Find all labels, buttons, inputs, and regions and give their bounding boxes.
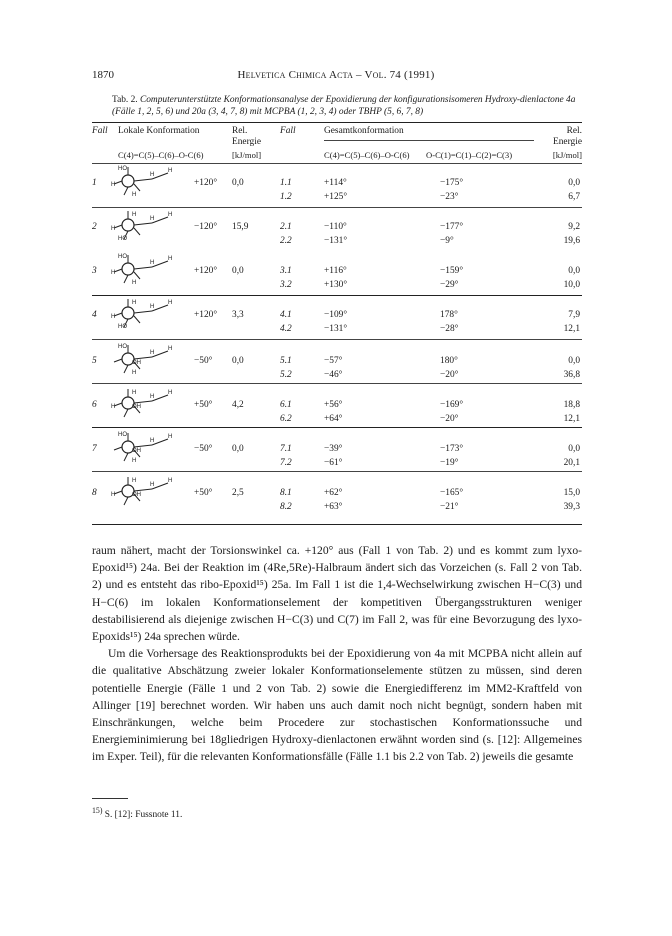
structure-drawing: [110, 430, 182, 464]
global-rel-energy: 12,1: [563, 324, 580, 334]
local-torsion-angle: +120°: [194, 178, 218, 188]
row-divider: [92, 383, 582, 384]
svg-text:H: H: [150, 172, 155, 178]
torsion-o-c3: −177°: [440, 222, 464, 232]
torsion-c4-c6: −57°: [324, 356, 343, 366]
local-rel-energy: 4,2: [232, 400, 244, 410]
torsion-o-c3: −175°: [440, 178, 464, 188]
newman-projection-icon: [110, 296, 182, 330]
svg-text:H: H: [150, 216, 155, 222]
footnote-mark: 15): [92, 806, 103, 815]
fall-number: 2: [92, 222, 97, 232]
row-divider: [92, 207, 582, 208]
svg-text:H: H: [150, 482, 155, 488]
table-top-rule: [92, 122, 582, 123]
torsion-c4-c6: −109°: [324, 310, 348, 320]
body-text: [92, 542, 582, 766]
subcase-id: 3.2: [280, 280, 292, 290]
global-rel-energy: 0,0: [568, 178, 580, 188]
torsion-o-c3: −9°: [440, 236, 454, 246]
structure-drawing: [110, 164, 182, 198]
svg-text:HO: HO: [118, 324, 127, 330]
fall-number: 7: [92, 444, 97, 454]
newman-projection-icon: [110, 430, 182, 464]
col-rel-left: Rel.: [232, 126, 248, 136]
subcase-id: 8.2: [280, 502, 292, 512]
torsion-o-c3: −29°: [440, 280, 459, 290]
local-torsion-angle: −120°: [194, 222, 218, 232]
torsion-o-c3: −21°: [440, 502, 459, 512]
svg-text:H: H: [111, 404, 116, 410]
torsion-o-c3: −20°: [440, 370, 459, 380]
structure-drawing: [110, 296, 182, 330]
subcase-id: 7.2: [280, 458, 292, 468]
svg-text:H: H: [132, 300, 137, 306]
sub-torsion-left: C(4)=C(5)–C(6)–O-C(6): [118, 150, 204, 160]
svg-text:HO: HO: [118, 166, 127, 172]
torsion-o-c3: −20°: [440, 414, 459, 424]
svg-text:H: H: [168, 390, 173, 396]
torsion-c4-c6: +116°: [324, 266, 347, 276]
newman-projection-icon: [110, 252, 182, 286]
running-header: [92, 69, 580, 83]
global-rel-energy: 0,0: [568, 444, 580, 454]
svg-text:H: H: [168, 300, 173, 306]
paragraph-1: raum nähert, macht der Torsionswinkel ca. +120° aus (Fall 1 von Tab. 2) und es kommt zum lyxo-Epoxid¹⁵) 24a. Bei der Reaktion im (4Re,5Re)-Halbraum ändert sich das Vorzeichen (s. Fall 2 von Tab. 2) und es entsteht das ribo-Epoxid¹⁵) 25a. Im Fall 1 ist die 1,4-Wechselwirkung zwischen H−C(3) und H−C(6) im lokalen Konformationselement der kompetitiven Übergangsstrukturen weniger destabilisierend als diejenige zwischen H−C(3) und C(7) im Fall 2, was für eine Bevorzugung des lyxo-Epoxids¹⁵) 24a sprechen würde.: [92, 544, 582, 644]
torsion-c4-c6: +63°: [324, 502, 343, 512]
journal-title: Helvetica Chimica Acta – Vol. 74 (1991): [237, 69, 435, 81]
structure-drawing: [110, 208, 182, 242]
svg-text:H: H: [111, 314, 116, 320]
caption-text: Computerunterstützte Konformationsanalyse der Epoxidierung der konfigurationsisomeren Hydroxy-dienlactone 4a (Fälle 1, 2, 5, 6) und 20a (3, 4, 7, 8) mit MCPBA (1, 2, 3, 4) oder TBHP (5, 6, 7, 8): [112, 95, 576, 117]
col-energie-left: Energie: [232, 137, 261, 147]
newman-projection-icon: [110, 164, 182, 198]
fall-number: 3: [92, 266, 97, 276]
local-rel-energy: 0,0: [232, 356, 244, 366]
footnote-rule: [92, 798, 128, 799]
torsion-o-c3: 178°: [440, 310, 458, 320]
torsion-o-c3: −28°: [440, 324, 459, 334]
sub-torsion-mid: C(4)=C(5)–C(6)–O-C(6): [324, 150, 410, 160]
subcase-id: 1.1: [280, 178, 292, 188]
table-bottom-rule: [92, 524, 582, 525]
caption-label: Tab. 2.: [112, 95, 138, 105]
global-rel-energy: 36,8: [563, 370, 580, 380]
paragraph-2: Um die Vorhersage des Reaktionsprodukts bei der Epoxidierung von 4a mit MCPBA nicht allein auf die qualitative Abschätzung zweier lokaler Konformationselemente stützen zu müssen, sind deren potentielle Energie (Fälle 1 und 2 von Tab. 2) sowie die Energiedifferenz im MM2-Kraftfeld von Allinger [19] berechnet worden. Wir haben uns auch damit noch nicht begnügt, sondern haben mit Einschränkungen, welche beim Procedere zur stochastischen Konformationssuche und Energieminimierung bei 18gliedrigen Hydroxy-dienlactonen erwähnt worden sind (s. [12]: Allgemeines im Exper. Teil), für die relevanten Konformationsfälle (Fälle 1.1 bis 2.2 von Tab. 2) jeweils die gesamte: [92, 647, 582, 764]
unit-left: [kJ/mol]: [232, 150, 262, 160]
local-rel-energy: 2,5: [232, 488, 244, 498]
global-rel-energy: 0,0: [568, 356, 580, 366]
torsion-o-c3: −19°: [440, 458, 459, 468]
torsion-c4-c6: +62°: [324, 488, 343, 498]
svg-text:H: H: [168, 434, 173, 440]
footnote-text: S. [12]: Fussnote 11.: [104, 810, 183, 821]
row-divider: [92, 471, 582, 472]
footnote: [92, 806, 182, 820]
svg-text:H: H: [111, 270, 116, 276]
global-rel-energy: 0,0: [568, 266, 580, 276]
subcase-id: 3.1: [280, 266, 292, 276]
global-rel-energy: 7,9: [568, 310, 580, 320]
local-rel-energy: 15,9: [232, 222, 249, 232]
torsion-o-c3: −159°: [440, 266, 464, 276]
newman-projection-icon: [110, 386, 182, 420]
torsion-c4-c6: −61°: [324, 458, 343, 468]
col-lokale: Lokale Konformation: [118, 126, 200, 136]
col-fall-right: Fall: [280, 126, 296, 136]
row-divider: [92, 339, 582, 340]
col-rel-right: Rel.: [566, 126, 582, 136]
svg-text:H: H: [168, 346, 173, 352]
structure-drawing: [110, 252, 182, 286]
torsion-o-c3: −23°: [440, 192, 459, 202]
svg-text:H: H: [150, 260, 155, 266]
svg-text:OH: OH: [132, 360, 141, 366]
torsion-c4-c6: +64°: [324, 414, 343, 424]
fall-number: 5: [92, 356, 97, 366]
torsion-c4-c6: −131°: [324, 324, 348, 334]
col-gesamt: Gesamtkonformation: [324, 126, 404, 136]
torsion-c4-c6: −110°: [324, 222, 347, 232]
structure-drawing: [110, 474, 182, 508]
newman-projection-icon: [110, 474, 182, 508]
svg-text:H: H: [132, 478, 137, 484]
svg-text:H: H: [132, 390, 137, 396]
global-rel-energy: 12,1: [563, 414, 580, 424]
col-fall-left: Fall: [92, 126, 108, 136]
local-rel-energy: 0,0: [232, 178, 244, 188]
torsion-c4-c6: +130°: [324, 280, 348, 290]
torsion-c4-c6: +114°: [324, 178, 347, 188]
row-divider: [92, 427, 582, 428]
local-rel-energy: 0,0: [232, 444, 244, 454]
svg-text:HO: HO: [118, 432, 127, 438]
svg-text:HO: HO: [118, 254, 127, 260]
svg-text:H: H: [150, 394, 155, 400]
torsion-c4-c6: +125°: [324, 192, 348, 202]
svg-text:OH: OH: [132, 448, 141, 454]
local-torsion-angle: −50°: [194, 444, 213, 454]
unit-right: [kJ/mol]: [552, 150, 582, 160]
local-rel-energy: 0,0: [232, 266, 244, 276]
global-rel-energy: 39,3: [563, 502, 580, 512]
svg-text:H: H: [168, 212, 173, 218]
svg-text:H: H: [132, 192, 137, 198]
global-rel-energy: 6,7: [568, 192, 580, 202]
gesamt-span-rule: [324, 140, 534, 141]
sub-torsion-right: O-C(1)=C(1)–C(2)=C(3): [426, 150, 513, 160]
svg-text:OH: OH: [132, 404, 141, 410]
subcase-id: 2.2: [280, 236, 292, 246]
svg-text:H: H: [150, 438, 155, 444]
subcase-id: 6.1: [280, 400, 292, 410]
svg-text:H: H: [132, 280, 137, 286]
newman-projection-icon: [110, 342, 182, 376]
svg-text:H: H: [111, 182, 116, 188]
subcase-id: 5.1: [280, 356, 292, 366]
svg-text:H: H: [150, 350, 155, 356]
local-torsion-angle: +50°: [194, 488, 213, 498]
subcase-id: 4.1: [280, 310, 292, 320]
torsion-c4-c6: −39°: [324, 444, 343, 454]
col-energie-right: Energie: [553, 137, 582, 147]
fall-number: 1: [92, 178, 97, 188]
table-caption: [112, 94, 582, 118]
subcase-id: 1.2: [280, 192, 292, 202]
structure-drawing: [110, 342, 182, 376]
local-torsion-angle: +120°: [194, 310, 218, 320]
subcase-id: 5.2: [280, 370, 292, 380]
svg-text:HO: HO: [118, 344, 127, 350]
torsion-o-c3: −165°: [440, 488, 464, 498]
fall-number: 4: [92, 310, 97, 320]
svg-text:H: H: [111, 492, 116, 498]
svg-text:H: H: [132, 370, 137, 376]
svg-text:H: H: [132, 458, 137, 464]
fall-number: 6: [92, 400, 97, 410]
subcase-id: 4.2: [280, 324, 292, 334]
local-rel-energy: 3,3: [232, 310, 244, 320]
subcase-id: 2.1: [280, 222, 292, 232]
subcase-id: 7.1: [280, 444, 292, 454]
local-torsion-angle: −50°: [194, 356, 213, 366]
svg-text:H: H: [168, 168, 173, 174]
global-rel-energy: 19,6: [563, 236, 580, 246]
fall-number: 8: [92, 488, 97, 498]
global-rel-energy: 20,1: [563, 458, 580, 468]
global-rel-energy: 10,0: [563, 280, 580, 290]
subcase-id: 8.1: [280, 488, 292, 498]
local-torsion-angle: +50°: [194, 400, 213, 410]
row-divider: [92, 295, 582, 296]
torsion-c4-c6: −46°: [324, 370, 343, 380]
global-rel-energy: 15,0: [563, 488, 580, 498]
global-rel-energy: 18,8: [563, 400, 580, 410]
torsion-o-c3: −169°: [440, 400, 464, 410]
torsion-c4-c6: −131°: [324, 236, 348, 246]
svg-text:H: H: [111, 226, 116, 232]
svg-text:OH: OH: [132, 492, 141, 498]
svg-text:H: H: [168, 256, 173, 262]
torsion-o-c3: −173°: [440, 444, 464, 454]
svg-text:H: H: [132, 212, 137, 218]
newman-projection-icon: [110, 208, 182, 242]
structure-drawing: [110, 386, 182, 420]
svg-text:H: H: [150, 304, 155, 310]
torsion-o-c3: 180°: [440, 356, 458, 366]
global-rel-energy: 9,2: [568, 222, 580, 232]
local-torsion-angle: +120°: [194, 266, 218, 276]
torsion-c4-c6: +56°: [324, 400, 343, 410]
svg-text:H: H: [168, 478, 173, 484]
page-number: 1870: [92, 69, 114, 81]
subcase-id: 6.2: [280, 414, 292, 424]
svg-text:HO: HO: [118, 236, 127, 242]
